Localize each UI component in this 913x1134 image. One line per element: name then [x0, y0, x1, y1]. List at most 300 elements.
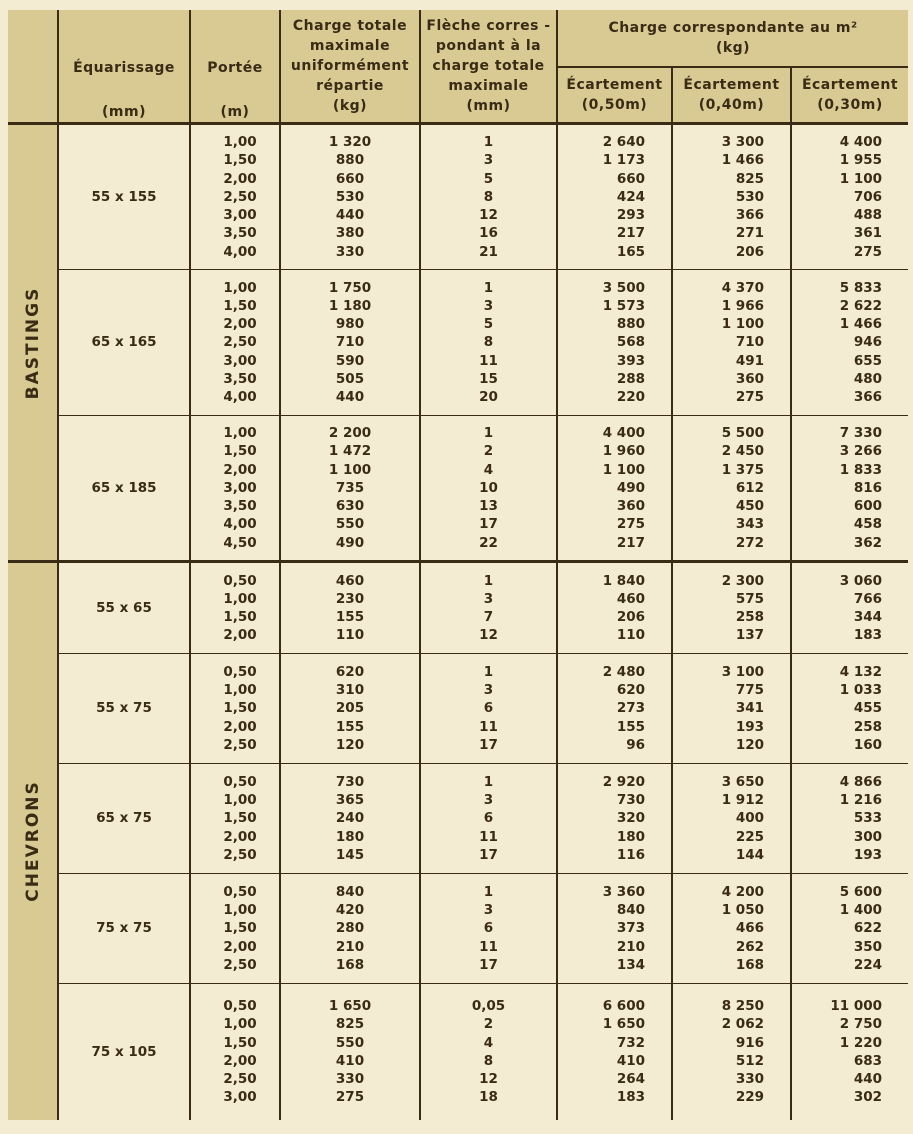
header-charge-totale: [280, 10, 420, 124]
table-cell: 293: [616, 207, 645, 224]
header-group-lines: [608, 18, 857, 58]
header-portee: [190, 10, 280, 124]
table-cell: 120: [735, 736, 764, 753]
table-cell: 590: [335, 352, 365, 369]
table-cell: 4,50: [223, 534, 257, 551]
table-cell: 165: [616, 243, 645, 260]
table-cell: 12: [479, 207, 498, 224]
table-cell: 1 960: [602, 443, 645, 460]
table-cell: 6: [483, 920, 494, 937]
table-cell: 206: [735, 243, 764, 260]
table-cell: 491: [735, 352, 764, 369]
table-cell: 1,00: [223, 1016, 257, 1033]
table-cell: 732: [616, 1034, 645, 1051]
table-cell: 3 360: [602, 883, 645, 900]
value-stack: [479, 279, 498, 406]
header-equarissage-title: Équarissage: [73, 60, 175, 76]
value-stack: [336, 572, 364, 645]
header-line: (kg): [715, 40, 751, 56]
table-cell: 17: [479, 846, 498, 863]
value-stack: [840, 279, 882, 406]
ecartement-040-values: [672, 124, 791, 270]
table-cell: 3,50: [223, 498, 257, 515]
value-stack: [603, 997, 645, 1106]
value-stack: [479, 663, 498, 754]
table-cell: 450: [735, 498, 764, 515]
table-cell: 6: [483, 700, 494, 717]
table-cell: 1 966: [721, 297, 764, 314]
table-cell: 360: [735, 370, 764, 387]
table-cell: 275: [735, 389, 764, 405]
value-stack: [603, 424, 645, 551]
table-cell: 168: [735, 956, 764, 973]
header-ecartement-050: [557, 67, 672, 124]
table-cell: 0,05: [471, 998, 506, 1015]
header-portee-unit: (m): [220, 104, 250, 120]
table-cell: 373: [616, 920, 645, 937]
ecartement-040-values: [672, 562, 791, 654]
table-cell: 1: [483, 134, 494, 151]
header-line: maximale: [448, 78, 529, 94]
header-line: (0,40m): [698, 97, 765, 113]
table-cell: 660: [616, 170, 645, 187]
table-cell: 533: [853, 810, 883, 827]
table-cell: 1 173: [602, 152, 645, 169]
value-stack: [840, 572, 882, 645]
value-stack: [336, 883, 364, 974]
table-cell: 380: [335, 225, 365, 242]
table-cell: 400: [735, 810, 764, 827]
table-cell: 360: [616, 498, 645, 515]
header-fleche: [420, 10, 557, 124]
header-line: uniformément: [290, 58, 410, 74]
value-stack: [223, 279, 256, 406]
value-stack: [722, 883, 764, 974]
ecartement-050-values: [557, 654, 672, 764]
header-line: (kg): [332, 98, 368, 114]
table-cell: 3,50: [223, 370, 257, 387]
value-stack: [840, 133, 882, 260]
table-cell: 735: [335, 479, 365, 496]
table-cell: 410: [335, 1052, 365, 1069]
table-cell: 365: [335, 792, 365, 809]
header-line: Charge correspondante au m²: [608, 20, 858, 36]
table-cell: 1,50: [223, 609, 257, 625]
table-cell: 155: [335, 609, 365, 625]
fleche-values: [420, 984, 557, 1120]
table-cell: 840: [616, 902, 645, 919]
table-cell: 420: [335, 902, 365, 919]
table-cell: 424: [616, 188, 645, 205]
table-cell: 825: [735, 170, 764, 187]
header-corner: [8, 10, 58, 124]
table-cell: 310: [335, 682, 365, 699]
table-cell: 11: [479, 828, 498, 845]
table-cell: 2,00: [223, 316, 257, 333]
table-cell: 946: [853, 334, 883, 351]
table-cell: 630: [335, 498, 365, 515]
table-cell: 1 320: [328, 134, 372, 151]
table-cell: 1 650: [328, 998, 372, 1015]
table-cell: 343: [735, 516, 764, 533]
table-cell: 230: [335, 590, 365, 607]
table-cell: 683: [853, 1052, 883, 1069]
header-line: charge totale: [432, 58, 545, 74]
table-cell: 13: [479, 498, 498, 515]
table-cell: 816: [853, 479, 883, 496]
table-cell: 550: [335, 516, 365, 533]
table-cell: 3,00: [223, 352, 257, 369]
value-stack: [223, 572, 256, 645]
table-cell: 21: [479, 243, 498, 260]
table-cell: 2,00: [223, 828, 257, 845]
table-cell: 730: [335, 773, 365, 790]
table-cell: 300: [853, 828, 883, 845]
header-line: maximale: [309, 38, 391, 54]
portee-values: [190, 874, 280, 984]
table-cell: 3: [483, 792, 494, 809]
table-cell: 1,00: [223, 134, 257, 151]
table-cell: 455: [853, 700, 883, 717]
ecartement-040-values: [672, 984, 791, 1120]
ecartement-040-values: [672, 764, 791, 874]
ecartement-030-values: [791, 416, 908, 562]
table-cell: 655: [853, 352, 883, 369]
table-cell: 480: [853, 370, 883, 387]
table-cell: 530: [335, 188, 365, 205]
value-stack: [223, 133, 256, 260]
table-cell: 3,50: [223, 225, 257, 242]
table-cell: 4 370: [721, 279, 764, 296]
table-cell: 4,00: [223, 516, 257, 533]
table-section: [8, 984, 908, 1120]
table-cell: 490: [616, 479, 645, 496]
table-cell: 4 132: [839, 663, 883, 680]
equarissage-value: 65 x 165: [58, 270, 190, 416]
table-cell: 12: [479, 627, 498, 644]
ecartement-050-values: [557, 124, 672, 270]
table-cell: 2 062: [721, 1016, 764, 1033]
table-cell: 1 466: [721, 152, 764, 169]
table-cell: 1: [483, 279, 494, 296]
table-cell: 288: [616, 370, 645, 387]
table-cell: 512: [735, 1052, 764, 1069]
table-section: [8, 562, 908, 654]
header-line: (0,30m): [817, 97, 883, 113]
table-cell: 710: [335, 334, 365, 351]
table-cell: 3: [483, 297, 494, 314]
value-stack: [479, 773, 498, 864]
table-cell: 280: [335, 920, 365, 937]
table-cell: 210: [616, 938, 645, 955]
table-cell: 275: [335, 1089, 365, 1106]
table-cell: 2,00: [223, 938, 257, 955]
table-cell: 1 472: [328, 443, 372, 460]
value-stack: [603, 279, 645, 406]
portee-values: [190, 984, 280, 1120]
header-line: (mm): [466, 98, 511, 114]
equarissage-value: 75 x 75: [58, 874, 190, 984]
table-section: [8, 764, 908, 874]
table-cell: 5 833: [839, 279, 883, 296]
table-cell: 2 920: [602, 773, 645, 790]
table-cell: 1,00: [223, 902, 257, 919]
table-cell: 2,50: [223, 334, 257, 351]
table-cell: 1 650: [602, 1016, 645, 1033]
fleche-values: [420, 562, 557, 654]
table-cell: 730: [616, 792, 645, 809]
table-cell: 362: [853, 534, 883, 551]
table-section: [8, 124, 908, 270]
portee-values: [190, 270, 280, 416]
table-cell: 3 266: [839, 443, 883, 460]
table-cell: 320: [616, 810, 645, 827]
equarissage-value: 65 x 185: [58, 416, 190, 562]
header-line: Écartement: [801, 77, 899, 93]
table-cell: 1,50: [223, 920, 257, 937]
value-stack: [840, 883, 882, 974]
value-stack: [722, 424, 764, 551]
table-cell: 144: [735, 846, 764, 863]
table-cell: 2,50: [223, 1070, 257, 1087]
table-cell: 3: [483, 590, 494, 607]
header-line: Flèche corres -: [426, 18, 551, 34]
table-cell: 275: [853, 243, 883, 260]
portee-values: [190, 416, 280, 562]
header-line-group: [683, 75, 779, 115]
equarissage-value: 75 x 105: [58, 984, 190, 1120]
charge-values: [280, 270, 420, 416]
table-cell: 710: [735, 334, 764, 351]
table-cell: 0,50: [223, 773, 257, 790]
table-cell: 3 100: [721, 663, 764, 680]
value-stack: [479, 133, 498, 260]
category-label: CHEVRONS: [22, 780, 43, 902]
ecartement-030-values: [791, 764, 908, 874]
table-cell: 4: [483, 461, 494, 478]
table-cell: 361: [853, 225, 883, 242]
table-cell: 6 600: [602, 998, 645, 1015]
table-cell: 1: [483, 883, 494, 900]
table-cell: 505: [335, 370, 365, 387]
table-cell: 488: [853, 207, 883, 224]
charge-values: [280, 562, 420, 654]
table-cell: 180: [335, 828, 365, 845]
table-cell: 2,50: [223, 736, 257, 753]
table-cell: 6: [483, 810, 494, 827]
header-line: (0,50m): [581, 97, 648, 113]
table-cell: 1: [483, 425, 494, 442]
table-cell: 5 600: [839, 883, 883, 900]
ecartement-050-values: [557, 562, 672, 654]
value-stack: [722, 997, 764, 1106]
table-cell: 205: [335, 700, 365, 717]
table-cell: 10: [479, 479, 498, 496]
table-cell: 2 750: [839, 1016, 883, 1033]
table-cell: 600: [853, 498, 883, 515]
table-cell: 0,50: [223, 572, 257, 589]
table-cell: 110: [335, 627, 365, 644]
value-stack: [223, 773, 256, 864]
value-stack: [472, 997, 505, 1106]
value-stack: [603, 773, 645, 864]
table-cell: 183: [853, 627, 883, 644]
table-cell: 11: [479, 352, 498, 369]
table-cell: 1,00: [223, 792, 257, 809]
table-cell: 145: [335, 846, 365, 863]
table-cell: 1,00: [223, 590, 257, 607]
table-cell: 137: [735, 627, 764, 644]
value-stack: [840, 424, 882, 551]
table-cell: 2 200: [328, 425, 372, 442]
charge-values: [280, 416, 420, 562]
category-bastings: [8, 124, 58, 562]
table-cell: 2 622: [839, 297, 883, 314]
table-cell: 5: [483, 170, 494, 187]
value-stack: [603, 883, 645, 974]
table-cell: 206: [616, 609, 645, 625]
table-cell: 5: [483, 316, 494, 333]
header-line: répartie: [316, 78, 384, 94]
value-stack: [336, 663, 364, 754]
table-cell: 2: [483, 1016, 494, 1033]
table-cell: 3 650: [721, 773, 764, 790]
table-cell: 258: [735, 609, 764, 625]
table-cell: 8: [483, 1052, 494, 1069]
charge-values: [280, 984, 420, 1120]
table-cell: 275: [616, 516, 645, 533]
table-cell: 2 450: [721, 443, 764, 460]
table-cell: 706: [853, 188, 883, 205]
category-chevrons: [8, 562, 58, 1120]
table-cell: 840: [335, 883, 365, 900]
table-cell: 225: [735, 828, 764, 845]
table-cell: 622: [853, 920, 883, 937]
header-ecartement-040: [672, 67, 791, 124]
table-cell: 612: [735, 479, 764, 496]
table-cell: 1 100: [602, 461, 645, 478]
table-cell: 366: [853, 389, 883, 405]
value-stack: [840, 773, 882, 864]
table-cell: 2 300: [721, 572, 764, 589]
table-cell: 620: [616, 682, 645, 699]
value-stack: [603, 133, 645, 260]
table-cell: 2,00: [223, 461, 257, 478]
table-cell: 825: [335, 1016, 365, 1033]
table-cell: 110: [616, 627, 645, 644]
table-section: [8, 416, 908, 562]
table-cell: 4 400: [839, 134, 883, 151]
table-cell: 220: [616, 389, 645, 405]
table-cell: 1 375: [721, 461, 764, 478]
table-cell: 20: [479, 389, 498, 405]
value-stack: [223, 997, 256, 1106]
table-cell: 3,00: [223, 207, 257, 224]
table-cell: 302: [853, 1089, 883, 1106]
ecartement-030-values: [791, 654, 908, 764]
table-cell: 134: [616, 956, 645, 973]
table-cell: 2,50: [223, 188, 257, 205]
ecartement-030-values: [791, 562, 908, 654]
table-cell: 440: [335, 207, 365, 224]
table-cell: 11: [479, 938, 498, 955]
table-cell: 217: [616, 225, 645, 242]
equarissage-value: 55 x 75: [58, 654, 190, 764]
table-cell: 330: [335, 1070, 365, 1087]
equarissage-value: 55 x 65: [58, 562, 190, 654]
header-portee-title: Portée: [207, 60, 263, 76]
ecartement-030-values: [791, 984, 908, 1120]
table-cell: 17: [479, 736, 498, 753]
table-cell: 660: [335, 170, 365, 187]
ecartement-050-values: [557, 416, 672, 562]
table-cell: 258: [853, 718, 883, 735]
table-cell: 2,50: [223, 846, 257, 863]
table-cell: 1,50: [223, 700, 257, 717]
table-cell: 0,50: [223, 663, 257, 680]
table-cell: 880: [616, 316, 645, 333]
table-cell: 1,50: [223, 152, 257, 169]
table-cell: 120: [335, 736, 365, 753]
table-cell: 17: [479, 516, 498, 533]
table-cell: 410: [616, 1052, 645, 1069]
table-cell: 2,50: [223, 956, 257, 973]
table-cell: 440: [853, 1070, 883, 1087]
charge-values: [280, 874, 420, 984]
table-cell: 262: [735, 938, 764, 955]
table-cell: 350: [853, 938, 883, 955]
table-cell: 1 912: [721, 792, 764, 809]
table-section: [8, 654, 908, 764]
table-cell: 980: [335, 316, 365, 333]
table-cell: 568: [616, 334, 645, 351]
table-cell: 880: [335, 152, 365, 169]
table-cell: 96: [626, 736, 645, 753]
table-cell: 18: [479, 1089, 498, 1106]
table-cell: 4 866: [839, 773, 883, 790]
table-cell: 1 750: [328, 279, 372, 296]
ecartement-040-values: [672, 654, 791, 764]
table-cell: 2,00: [223, 627, 257, 644]
header-equarissage-unit: (mm): [102, 104, 146, 120]
table-cell: 1,50: [223, 810, 257, 827]
table-cell: 3 300: [721, 134, 764, 151]
table-cell: 3: [483, 682, 494, 699]
header-fleche-lines: [426, 16, 550, 116]
fleche-values: [420, 654, 557, 764]
header-ecartement-030: [791, 67, 908, 124]
ecartement-050-values: [557, 874, 672, 984]
table-cell: 2,00: [223, 718, 257, 735]
table-cell: 4 200: [721, 883, 764, 900]
value-stack: [722, 663, 764, 754]
table-cell: 7: [483, 609, 494, 625]
fleche-values: [420, 270, 557, 416]
table-cell: 393: [616, 352, 645, 369]
charge-values: [280, 654, 420, 764]
table-cell: 460: [616, 590, 645, 607]
table-cell: 271: [735, 225, 764, 242]
table-cell: 4,00: [223, 243, 257, 260]
table-cell: 8: [483, 188, 494, 205]
table-cell: 183: [616, 1089, 645, 1106]
table-cell: 2 640: [602, 134, 645, 151]
table-cell: 16: [479, 225, 498, 242]
table-cell: 7 330: [839, 425, 883, 442]
table-cell: 3: [483, 152, 494, 169]
table-cell: 344: [853, 609, 883, 625]
table-cell: 273: [616, 700, 645, 717]
